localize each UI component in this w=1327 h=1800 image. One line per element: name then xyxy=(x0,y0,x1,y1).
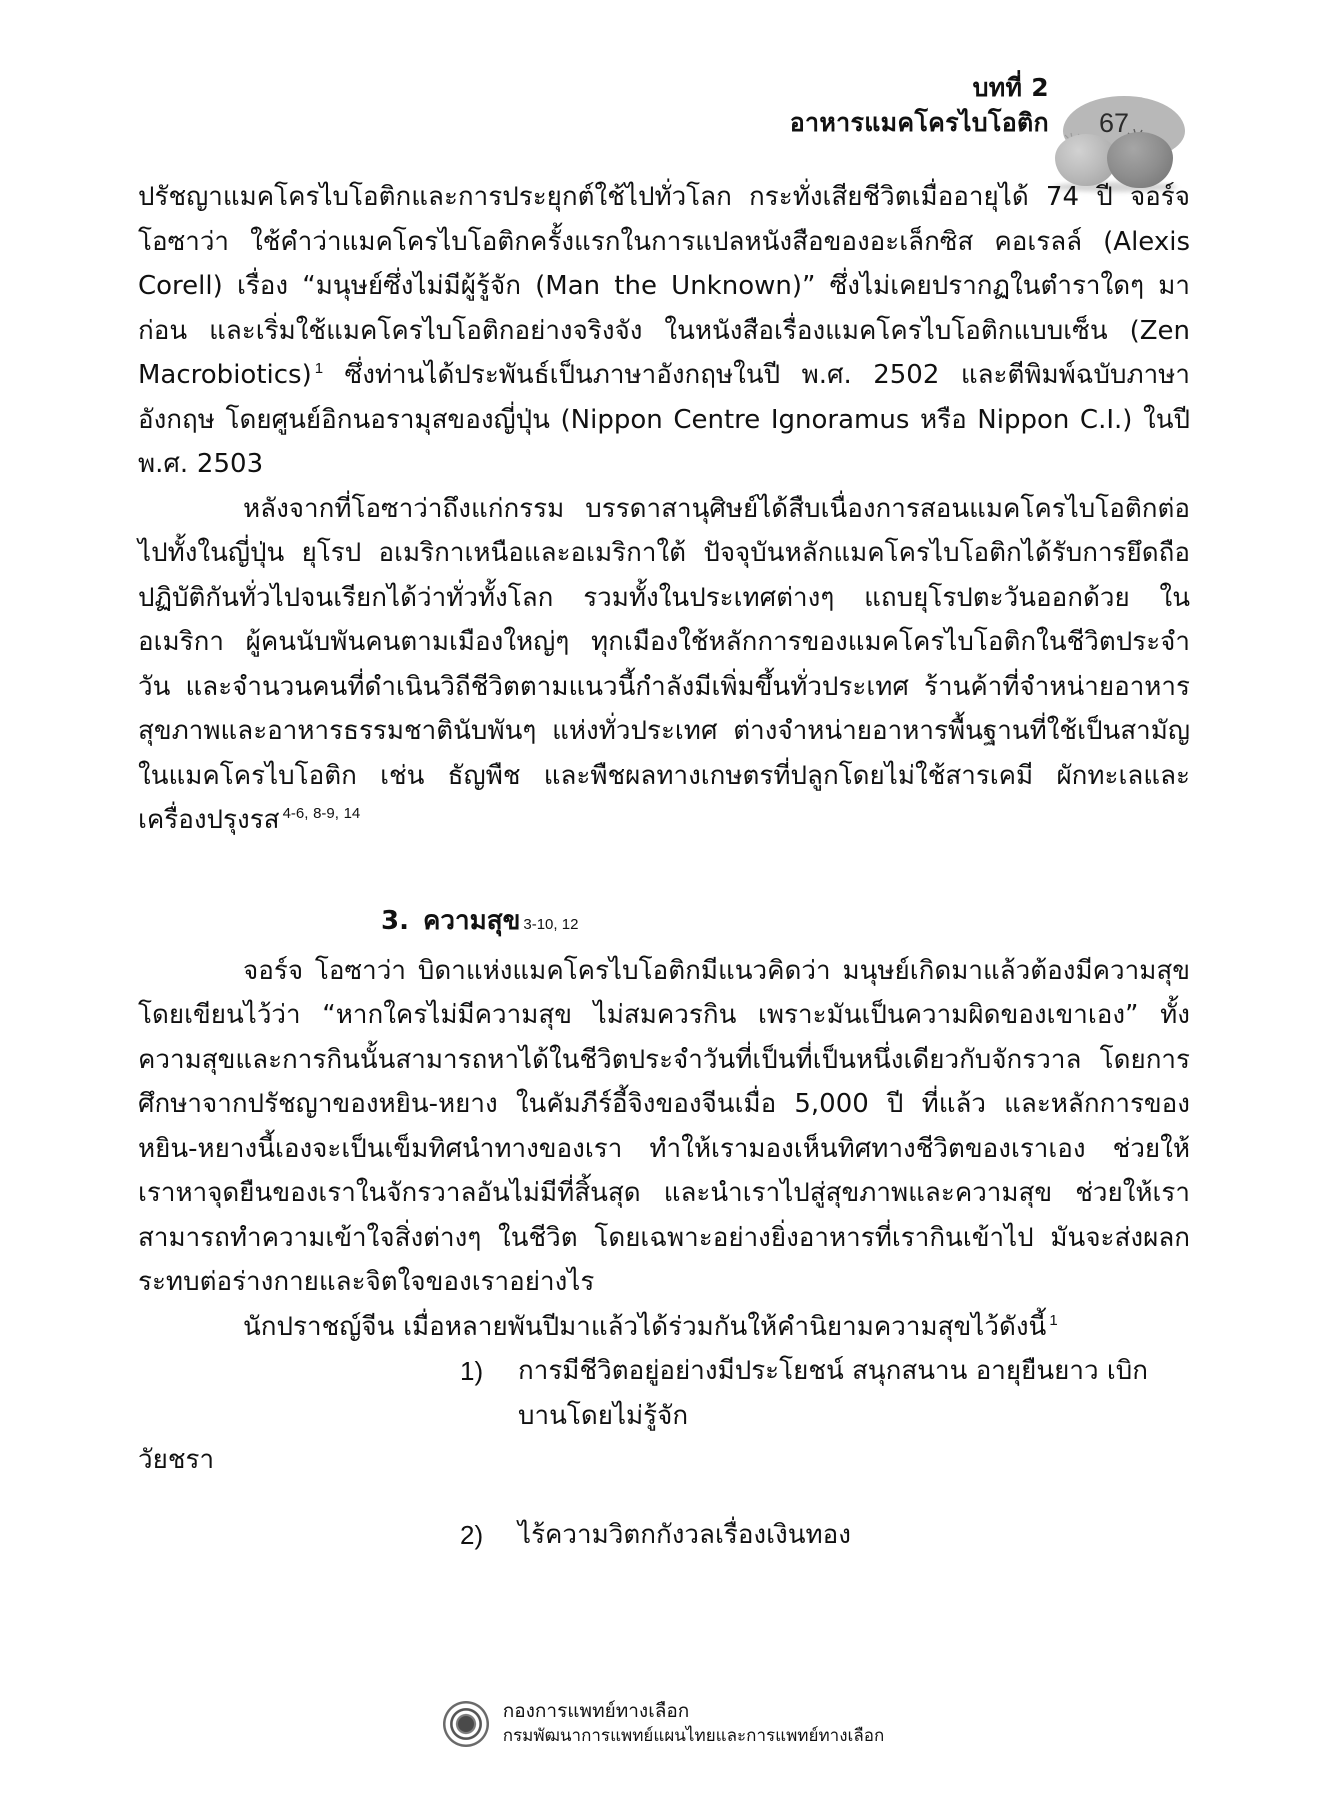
section-reference-mark-2: 1 xyxy=(1049,1311,1058,1329)
page-header xyxy=(499,72,1199,139)
government-seal-logo-icon xyxy=(443,1701,489,1747)
chapter-label: บทที่ 2 xyxy=(972,73,1049,102)
page-footer xyxy=(0,1699,1327,1748)
spacer-3 xyxy=(138,1483,1190,1513)
list-item-marker: 1) xyxy=(460,1356,484,1386)
footer-organization-division: กองการแพทย์ทางเลือก xyxy=(502,1700,690,1723)
reference-mark-2: 4-6, 8-9, 14 xyxy=(282,805,361,823)
list-item-text: ไร้ความวิตกกังวลเรื่องเงินทอง xyxy=(518,1519,851,1550)
list-item-text: การมีชีวิตอยู่อย่างมีประโยชน์ สนุกสนาน อายุยืนยาว เบิกบานโดยไม่รู้จัก xyxy=(518,1356,1148,1431)
list-item xyxy=(138,1513,1190,1558)
paragraph-2 xyxy=(138,487,1190,843)
reference-mark-1: 1 xyxy=(314,360,324,378)
spacer xyxy=(138,843,1190,899)
paragraph-1 xyxy=(138,175,1190,487)
footer-text xyxy=(503,1699,885,1748)
section-paragraph-2 xyxy=(138,1305,1190,1350)
list-item-continuation: วัยชรา xyxy=(138,1445,215,1475)
footer-organization-department: กรมพัฒนาการแพทย์แผนไทยและการแพทย์ทางเลือก xyxy=(502,1726,885,1747)
section-number: 3. xyxy=(381,905,409,936)
paragraph-1-text: ปรัชญาแมคโครไบโอติกและการประยุกต์ใช้ไปทั่วโลก กระทั่งเสียชีวิตเมื่ออายุได้ 74 ปี จอร์จ โอซาว่า ใช้คำว่าแมคโครไบโอติกครั้งแรกในการแปลหนังสือของอะเล็กซิส คอเรลล์ (Alexis Corell) เรื่อง “มนุษย์ซึ่งไม่มีผู้รู้จัก (Man the Unknown)” ซึ่งไม่เคยปรากฏในตำราใดๆ มาก่อน และเริ่มใช้แมคโครไบโอติกอย่างจริงจัง ในหนังสือเรื่องแมคโครไบโอติกแบบเซ็น (Zen Macrobiotics) xyxy=(138,182,1190,390)
page-number: 67 xyxy=(1098,108,1130,138)
chapter-title: อาหารแมคโครไบโอติก xyxy=(789,108,1049,138)
list-item xyxy=(138,1349,1190,1438)
section-title: ความสุข xyxy=(423,905,521,936)
paragraph-2-text: หลังจากที่โอซาว่าถึงแก่กรรม บรรดาสานุศิษย์ได้สืบเนื่องการสอนแมคโครไบโอติกต่อไปทั้งในญี่ปุ่น ยุโรป อเมริกาเหนือและอเมริกาใต้ ปัจจุบันหลักแมคโครไบโอติกได้รับการยึดถือปฏิบัติกันทั่วไปจนเรียกได้ว่าทั่วทั้งโลก รวมทั้งในประเทศต่างๆ แถบยุโรปตะวันออกด้วย ในอเมริกา ผู้คนนับพันคนตามเมืองใหญ่ๆ ทุกเมืองใช้หลักการของแมคโครไบโอติกในชีวิตประจำวัน และจำนวนคนที่ดำเนินวิถีชีวิตตามแนวนี้กำลังมีเพิ่มขึ้นทั่วประเทศ ร้านค้าที่จำหน่ายอาหารสุขภาพและอาหารธรรมชาตินับพันๆ แห่งทั่วประเทศ ต่างจำหน่ายอาหารพื้นฐานที่ใช้เป็นสามัญในแมคโครไบโอติก เช่น ธัญพืช และพืชผลทางเกษตรที่ปลูกโดยไม่ใช้สารเคมี ผักทะเลและเครื่องปรุงรส xyxy=(138,493,1190,835)
page-body xyxy=(138,175,1190,1557)
section-paragraph-2-text: นักปราชญ์จีน เมื่อหลายพันปีมาแล้วได้ร่วมกันให้คำนิยามความสุขไว้ดังนี้ xyxy=(243,1311,1047,1342)
list-item-marker: 2) xyxy=(460,1519,484,1550)
section-heading: 3. ความสุข 3-10, 12 xyxy=(381,899,1190,943)
section-paragraph-1: จอร์จ โอซาว่า บิดาแห่งแมคโครไบโอติกมีแนวคิดว่า มนุษย์เกิดมาแล้วต้องมีความสุข โดยเขียนไว้ว่า “หากใครไม่มีความสุข ไม่สมควรกิน เพราะมันเป็นความผิดของเขาเอง” ทั้งความสุขและการกินนั้นสามารถหาได้ในชีวิตประจำวันที่เป็นที่เป็นหนึ่งเดียวกับจักรวาล โดยการศึกษาจากปรัชญาของหยิน-หยาง ในคัมภีร์อี้จิงของจีนเมื่อ 5,000 ปี ที่แล้ว และหลักการของหยิน-หยางนี้เองจะเป็นเข็มทิศนำทางของเรา ทำให้เรามองเห็นทิศทางชีวิตของเราเอง ช่วยให้เราหาจุดยืนของเราในจักรวาลอันไม่มีที่สิ้นสุด และนำเราไปสู่สุขภาพและความสุข ช่วยให้เราสามารถทำความเข้าใจสิ่งต่างๆ ในชีวิต โดยเฉพาะอย่างยิ่งอาหารที่เรากินเข้าไป มันจะส่งผลกระทบต่อร่างกายและจิตใจของเราอย่างไร xyxy=(138,955,1190,1297)
paragraph-1-continuation: ซึ่งท่านได้ประพันธ์เป็นภาษาอังกฤษในปี พ.ศ. 2502 และตีพิมพ์ฉบับภาษาอังกฤษ โดยศูนย์อิกนอรามุสของญี่ปุ่น (Nippon Centre Ignoramus หรือ Nippon C.I.) ในปี พ.ศ. 2503 xyxy=(138,360,1190,479)
